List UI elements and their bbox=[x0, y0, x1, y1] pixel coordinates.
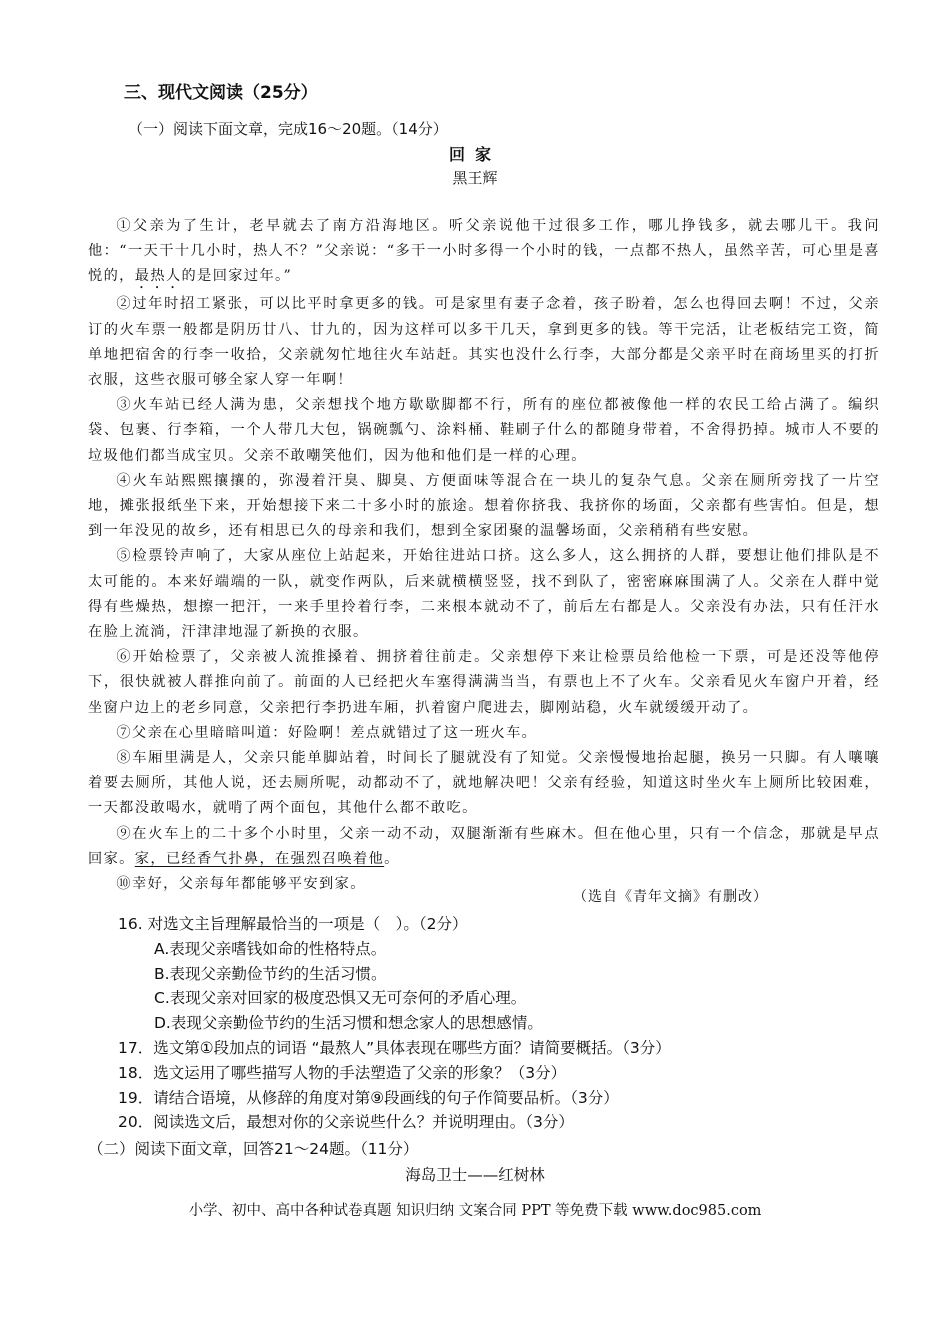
paragraph-10: ⑩幸好，父亲每年都能够平安到家。 bbox=[116, 876, 366, 893]
paragraph-2: ②过年时招工紧张，可以比平时拿更多的钱。可是家里有妻子念着，孩子盼着，怎么也得回去啊！不过，父亲订的火车票一般都是阴历廿八、廿九的，因为这样可以多干几天，拿到更多的钱。等干完活，让老板结完工资，简单地把宿舍的行李一收拾，父亲就匆忙地往火车站赶。其实也没什么行李，大部分都是父亲平时在商场里买的打折衣服，这些衣服可够全家人穿一年啊！ bbox=[88, 296, 880, 389]
article-body bbox=[88, 214, 880, 897]
question-16: 16. 对选文主旨理解最恰当的一项是（ ）。（2分） bbox=[118, 915, 468, 933]
question-19: 19．请结合语境，从修辞的角度对第⑨段画线的句子作简要品析。（3分） bbox=[118, 1088, 619, 1107]
article2-title: 海岛卫士——红树林 bbox=[405, 1166, 545, 1184]
question-17: 17．选文第①段加点的词语 “最熬人”具体表现在哪些方面？请简要概括。（3分） bbox=[118, 1038, 671, 1057]
question-20: 20．阅读选文后，最想对你的父亲说些什么？并说明理由。（3分） bbox=[118, 1113, 574, 1132]
part2-intro: （二）阅读下面文章，回答21～24题。（11分） bbox=[88, 1140, 419, 1158]
article-source: （选自《青年文摘》有删改） bbox=[573, 889, 768, 905]
paragraph-9: ⑨在火车上的二十多个小时里，父亲一动不动，双腿渐渐有些麻木。但在他心里，只有一个信念，那就是早点回家。家，已经香气扑鼻，在强烈召唤着他。 bbox=[88, 825, 880, 867]
question-18: 18．选文运用了哪些描写人物的手法塑造了父亲的形象？（3分） bbox=[118, 1063, 567, 1082]
article-title: 回家 bbox=[448, 145, 501, 164]
underlined-sentence: 家，已经香气扑鼻，在强烈召唤着他 bbox=[134, 850, 385, 867]
dotted-phrase: 最热人 bbox=[134, 268, 182, 285]
paragraph-5: ⑤检票铃声响了，大家从座位上站起来，开始往进站口挤。这么多人，这么拥挤的人群，要想让他们排队是不太可能的。本来好端端的一队，就变作两队，后来就横横竖竖，找不到队了，密密麻麻围满了人。父亲在人群中觉得有些燥热，想擦一把汗，一来手里拎着行李，二来根本就动不了，前后左右都是人。父亲没有办法，只有任汗水在脸上流淌，汗津津地湿了新换的衣服。 bbox=[88, 548, 880, 641]
option-c: C.表现父亲对回家的极度恐惧又无可奈何的矛盾心理。 bbox=[154, 989, 527, 1008]
paragraph-6: ⑥开始检票了，父亲被人流推搡着、拥挤着往前走。父亲想停下来让检票员给他检一下票，可是还没等他停下，很快就被人群推向前了。前面的人已经把火车塞得满满当当，有票也上不了火车。父亲看见火车窗户开着，经坐窗户边上的老乡同意，父亲把行李扔进车厢，扒着窗户爬进去，脚刚站稳，火车就缓缓开动了。 bbox=[88, 649, 880, 716]
question-list bbox=[118, 912, 671, 1135]
section-title: 三、现代文阅读（25分） bbox=[124, 83, 318, 103]
paragraph-8: ⑧车厢里满是人，父亲只能单脚站着，时间长了腿就没有了知觉。父亲慢慢地抬起腿，换另一只脚。有人嚷嚷着要去厕所，其他人说，还去厕所呢，动都动不了，就地解决吧！父亲有经验，知道这时坐火车上厕所比较困难，一天都没敢喝水，就啃了两个面包，其他什么都不敢吃。 bbox=[88, 750, 880, 817]
article-author: 黑王辉 bbox=[452, 169, 498, 187]
option-b: B.表现父亲勤俭节约的生活习惯。 bbox=[154, 964, 387, 983]
footer-text: 小学、初中、高中各种试卷真题 知识归纳 文案合同 PPT 等免费下载 www.doc985.com bbox=[188, 1203, 762, 1219]
paragraph-1: ①父亲为了生计，老早就去了南方沿海地区。听父亲说他干过很多工作，哪儿挣钱多，就去哪儿干。我问他：“一天干十几小时，热人不？”父亲说：“多干一小时多得一个小时的钱，一点都不热人，虽然辛苦，可心里是喜悦的，最热人的是回家过年。” bbox=[88, 218, 880, 285]
option-d: D.表现父亲勤俭节约的生活习惯和想念家人的思想感情。 bbox=[154, 1014, 543, 1033]
paragraph-4: ④火车站熙熙攘攘的，弥漫着汗臭、脚臭、方便面味等混合在一块儿的复杂气息。父亲在厕所旁找了一片空地，摊张报纸坐下来，开始想接下来二十多小时的旅途。想着你挤我、我挤你的场面，父亲都有些害怕。但是，想到一年没见的故乡，还有相思已久的母亲和我们，想到全家团聚的温馨场面，父亲稍稍有些安慰。 bbox=[88, 472, 880, 540]
option-a: A.表现父亲嗜钱如命的性格特点。 bbox=[154, 939, 387, 958]
part1-intro: （一）阅读下面文章，完成16～20题。（14分） bbox=[128, 120, 448, 138]
paragraph-7: ⑦父亲在心里暗暗叫道：好险啊！差点就错过了这一班火车。 bbox=[116, 724, 538, 741]
paragraph-3: ③火车站已经人满为患，父亲想找个地方歇歇脚都不行，所有的座位都被像他一样的农民工给占满了。编织袋、包裹、行李箱，一个人带几大包，锅碗瓢勺、涂料桶、鞋刷子什么的都随身带着，不舍得扔掉。城市人不要的垃圾他们都当成宝贝。父亲不敢嘲笑他们，因为他和他们是一样的心理。 bbox=[88, 397, 880, 464]
